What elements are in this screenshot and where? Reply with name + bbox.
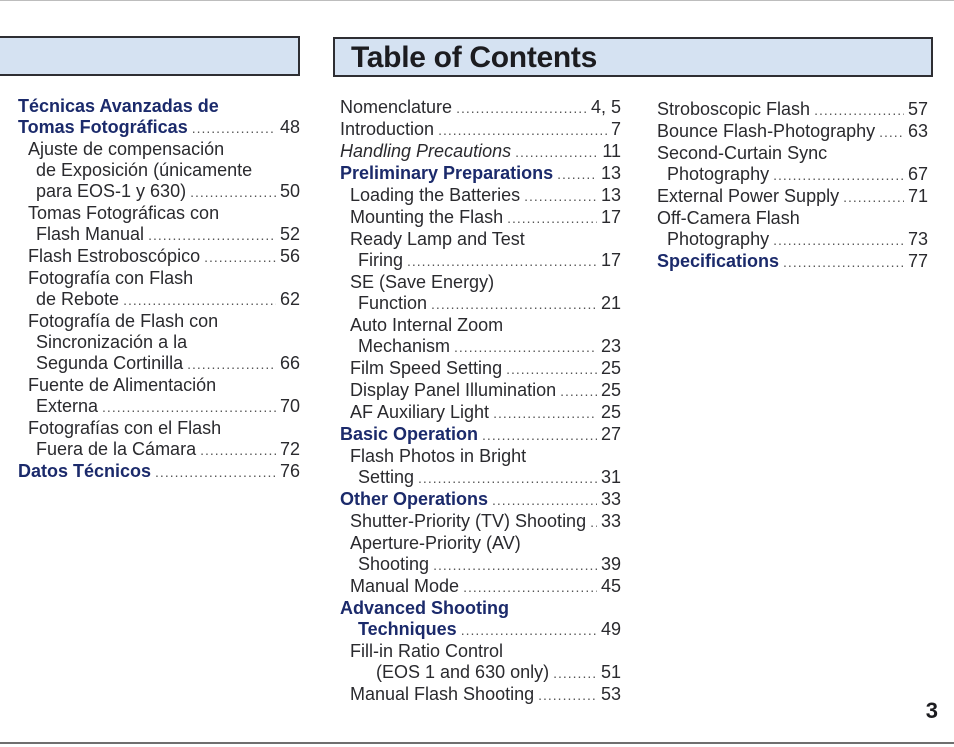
toc-entry-text: Fuera de la Cámara (36, 439, 197, 459)
toc-page-number: 21 (600, 293, 621, 313)
toc-entry-text: Flash Estroboscópico (28, 246, 201, 266)
dot-leader (148, 225, 276, 246)
toc-entry-text: Function (358, 293, 428, 313)
toc-page-number: 76 (279, 461, 300, 481)
toc-entry-text: Flash Manual (36, 224, 145, 244)
toc-column-left (18, 96, 300, 483)
toc-entry (340, 315, 621, 358)
toc-entry (340, 119, 621, 141)
toc-page-number: 31 (600, 467, 621, 487)
toc-entry (340, 533, 621, 576)
toc-entry-text: Handling Precautions (340, 141, 512, 161)
toc-entry (340, 141, 621, 163)
toc-page-number: 50 (279, 181, 300, 201)
toc-entry (340, 207, 621, 229)
toc-page-number: 23 (600, 336, 621, 356)
toc-entry-text: SE (Save Energy) (350, 272, 495, 292)
toc-entry-text: Ajuste de compensación (28, 139, 225, 159)
dot-leader (407, 251, 597, 272)
dot-leader (560, 381, 597, 402)
dot-leader (418, 468, 597, 489)
dot-leader (204, 247, 276, 268)
toc-entry (18, 418, 300, 461)
toc-entry-text: Mechanism (358, 336, 451, 356)
toc-page-number: 62 (279, 289, 300, 309)
dot-leader (433, 555, 597, 576)
dot-leader (123, 290, 276, 311)
toc-entry-text: Tomas Fotográficas con (28, 203, 220, 223)
dot-leader (454, 337, 597, 358)
dot-leader (492, 490, 597, 511)
toc-entry-text: Preliminary Preparations (340, 163, 554, 183)
toc-entry (18, 311, 300, 375)
toc-entry (657, 143, 928, 186)
toc-page-number: 63 (907, 121, 928, 141)
toc-entry (340, 446, 621, 489)
dot-leader (200, 440, 276, 461)
toc-page-number: 66 (279, 353, 300, 373)
toc-entry-text: Bounce Flash-Photography (657, 121, 876, 141)
dot-leader (438, 120, 607, 141)
page-title: Table of Contents (351, 41, 598, 74)
toc-entry-text: Photography (667, 229, 770, 249)
toc-page-number: 45 (600, 576, 621, 596)
toc-page-number: 33 (600, 511, 621, 531)
toc-page-number: 25 (600, 402, 621, 422)
header-band (333, 37, 933, 77)
toc-page-number: 53 (600, 684, 621, 704)
toc-column-middle (340, 97, 621, 706)
toc-page-number: 52 (279, 224, 300, 244)
toc-entry-text: Specifications (657, 251, 780, 271)
toc-entry (18, 203, 300, 246)
dot-leader (102, 397, 276, 418)
toc-entry-text: Photography (667, 164, 770, 184)
dot-leader (506, 359, 597, 380)
toc-page-number: 33 (600, 489, 621, 509)
dot-leader (773, 230, 904, 251)
top-rule (0, 0, 954, 1)
toc-page-number: 73 (907, 229, 928, 249)
toc-entry-text: Stroboscopic Flash (657, 99, 811, 119)
toc-entry-text: Ready Lamp and Test (350, 229, 525, 249)
toc-section-heading (340, 424, 621, 446)
toc-entry (340, 272, 621, 315)
dot-leader (524, 186, 597, 207)
toc-entry (18, 139, 300, 203)
dot-leader (187, 354, 276, 375)
toc-entry (340, 97, 621, 119)
toc-entry (657, 121, 928, 143)
toc-section-heading (657, 251, 928, 273)
dot-leader (190, 182, 276, 203)
toc-entry-text: Firing (358, 250, 404, 270)
toc-entry-text: Fotografía con Flash (28, 268, 194, 288)
toc-entry-text: Setting (358, 467, 415, 487)
toc-entry-text: AF Auxiliary Light (350, 402, 490, 422)
toc-page-number: 51 (600, 662, 621, 682)
toc-section-heading (340, 598, 621, 641)
toc-entry-text: External Power Supply (657, 186, 840, 206)
toc-entry (340, 511, 621, 533)
toc-page-number: 49 (600, 619, 621, 639)
toc-page-number: 56 (279, 246, 300, 266)
dot-leader (783, 252, 904, 273)
toc-entry-text: Auto Internal Zoom (350, 315, 504, 335)
toc-entry-text: Externa (36, 396, 99, 416)
toc-entry-text: Manual Mode (350, 576, 460, 596)
toc-page-number: 25 (600, 380, 621, 400)
dot-leader (590, 512, 597, 533)
dot-leader (431, 294, 597, 315)
toc-column-right (657, 99, 928, 273)
toc-page-number: 7 (610, 119, 621, 139)
dot-leader (538, 685, 597, 706)
toc-entry (18, 246, 300, 268)
toc-page-number: 11 (602, 141, 621, 161)
toc-entry-text: Second-Curtain Sync (657, 143, 828, 163)
toc-entry-text: Shutter-Priority (TV) Shooting (350, 511, 587, 531)
toc-entry-text: Flash Photos in Bright (350, 446, 527, 466)
toc-entry-text: de Exposición (únicamente (36, 160, 253, 180)
toc-page-number: 57 (907, 99, 928, 119)
toc-entry-text: Tomas Fotográficas (18, 117, 188, 137)
dot-leader (773, 165, 904, 186)
toc-entry-text: Display Panel Illumination (350, 380, 557, 400)
toc-section-heading (18, 96, 300, 139)
header-band-left (0, 36, 300, 76)
toc-entry (18, 375, 300, 418)
toc-entry (657, 208, 928, 251)
toc-entry-text: Film Speed Setting (350, 358, 503, 378)
toc-entry-text: de Rebote (36, 289, 120, 309)
toc-entry-text: para EOS-1 y 630) (36, 181, 187, 201)
dot-leader (461, 620, 597, 641)
toc-entry (340, 402, 621, 424)
dot-leader (482, 425, 597, 446)
dot-leader (814, 100, 904, 121)
toc-entry-text: Basic Operation (340, 424, 479, 444)
dot-leader (493, 403, 597, 424)
dot-leader (192, 118, 276, 139)
toc-entry (340, 641, 621, 684)
toc-section-heading (18, 461, 300, 483)
dot-leader (155, 462, 276, 483)
dot-leader (507, 208, 597, 229)
dot-leader (553, 663, 597, 684)
toc-page-number: 17 (600, 250, 621, 270)
bottom-rule (0, 742, 954, 744)
page-number: 3 (925, 698, 938, 723)
toc-entry-text: Other Operations (340, 489, 489, 509)
dot-leader (879, 122, 904, 143)
dot-leader (456, 98, 587, 119)
toc-page-number: 71 (907, 186, 928, 206)
toc-entry-text: Técnicas Avanzadas de (18, 96, 219, 116)
toc-entry-text: Shooting (358, 554, 430, 574)
toc-entry-text: Loading the Batteries (350, 185, 521, 205)
toc-page-number: 17 (600, 207, 621, 227)
toc-entry (657, 186, 928, 208)
toc-page-number: 39 (600, 554, 621, 574)
toc-page-number: 70 (279, 396, 300, 416)
toc-entry-text: Aperture-Priority (AV) (350, 533, 521, 553)
toc-section-heading (340, 163, 621, 185)
toc-entry-text: Manual Flash Shooting (350, 684, 535, 704)
dot-leader (557, 164, 597, 185)
dot-leader (463, 577, 597, 598)
toc-entry (340, 380, 621, 402)
toc-section-heading (340, 489, 621, 511)
toc-entry-text: Fuente de Alimentación (28, 375, 217, 395)
toc-entry (340, 684, 621, 706)
toc-page-number: 48 (279, 117, 300, 137)
toc-entry-text: (EOS 1 and 630 only) (376, 662, 550, 682)
toc-entry (340, 576, 621, 598)
toc-page-number: 13 (600, 185, 621, 205)
toc-page-number: 25 (600, 358, 621, 378)
toc-page-number: 72 (279, 439, 300, 459)
toc-entry-text: Advanced Shooting (340, 598, 510, 618)
toc-entry-text: Mounting the Flash (350, 207, 504, 227)
toc-entry-text: Fill-in Ratio Control (350, 641, 504, 661)
toc-entry (340, 229, 621, 272)
toc-entry-text: Fotografías con el Flash (28, 418, 222, 438)
toc-page-number: 4, 5 (590, 97, 621, 117)
toc-page-number: 13 (600, 163, 621, 183)
toc-entry-text: Sincronización a la (36, 332, 188, 352)
dot-leader (515, 142, 598, 163)
toc-entry-text: Nomenclature (340, 97, 453, 117)
toc-entry-text: Datos Técnicos (18, 461, 152, 481)
toc-entry (340, 358, 621, 380)
toc-entry-text: Off-Camera Flash (657, 208, 800, 228)
dot-leader (843, 187, 904, 208)
toc-page-number: 67 (907, 164, 928, 184)
toc-page-number: 77 (907, 251, 928, 271)
toc-entry (657, 99, 928, 121)
toc-page-number: 27 (600, 424, 621, 444)
toc-entry (18, 268, 300, 311)
toc-entry (340, 185, 621, 207)
toc-entry-text: Fotografía de Flash con (28, 311, 219, 331)
toc-entry-text: Introduction (340, 119, 435, 139)
toc-entry-text: Segunda Cortinilla (36, 353, 184, 373)
toc-entry-text: Techniques (358, 619, 457, 639)
